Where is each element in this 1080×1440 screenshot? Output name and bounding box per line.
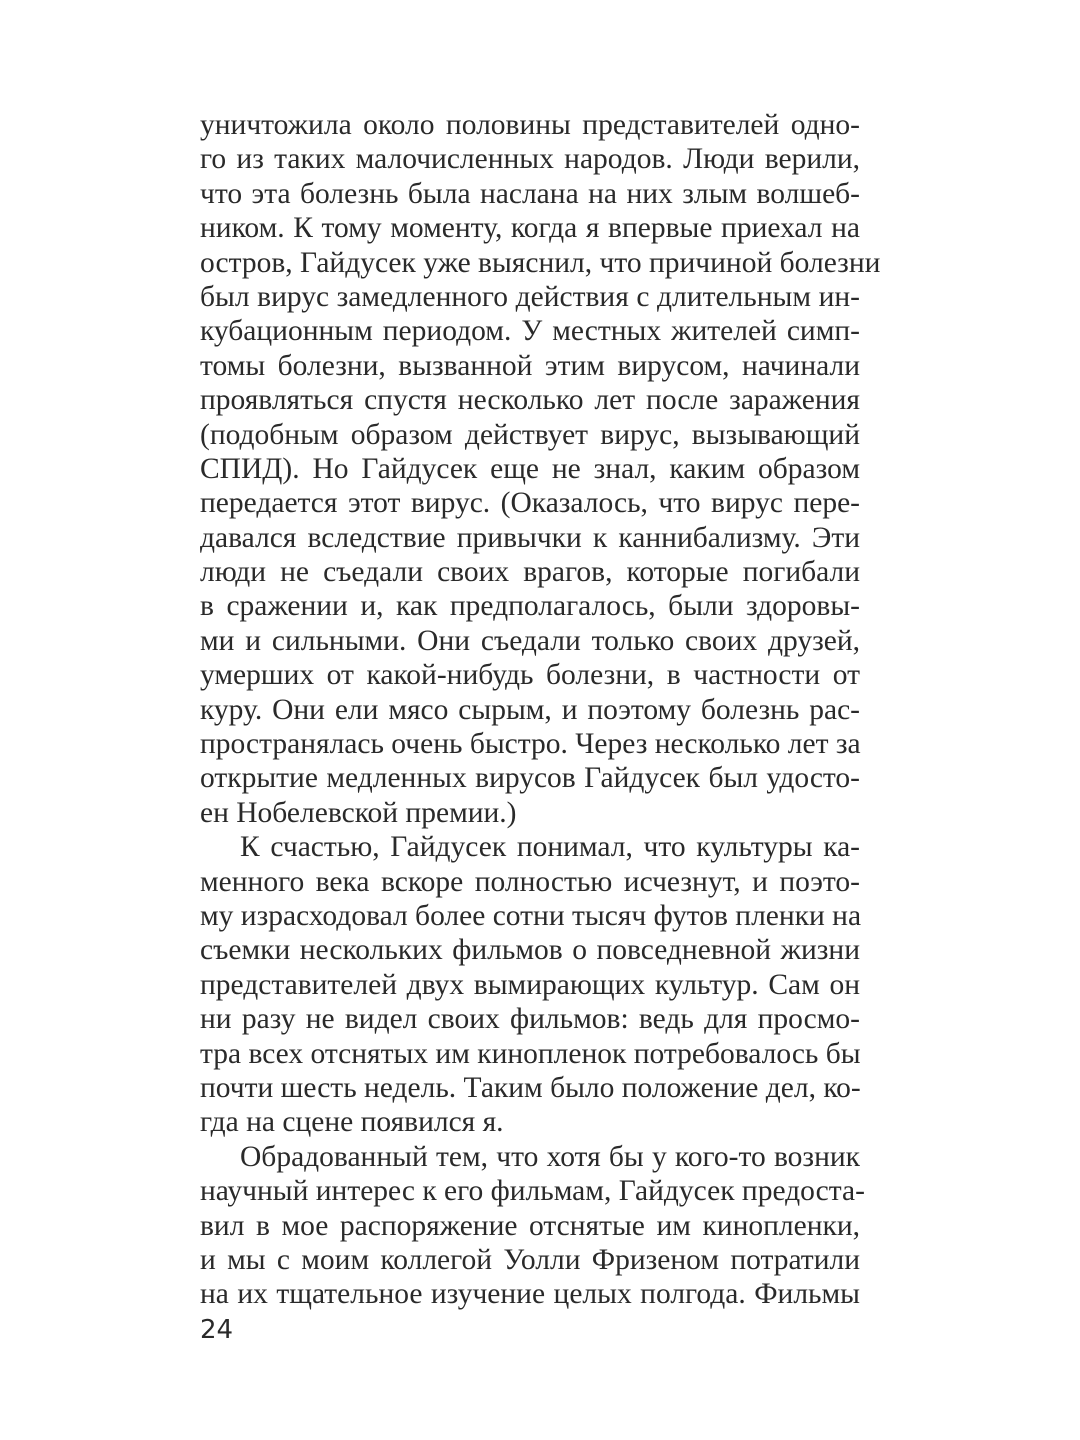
text-line: представителей двух вымирающих культур. Сам он — [200, 968, 860, 1001]
text-line: открытие медленных вирусов Гайдусек был удосто- — [200, 762, 860, 795]
text-line: ником. К тому моменту, когда я впервые приехал на — [200, 212, 860, 245]
text-line: проявляться спустя несколько лет после заражения — [200, 384, 860, 417]
text-line: люди не съедали своих врагов, которые погибали — [200, 556, 860, 589]
text-line: тра всех отснятых им кинопленок потребовалось бы — [200, 1037, 861, 1070]
text-line: был вирус замедленного действия с длительным ин- — [200, 280, 860, 313]
text-line: куру. Они ели мясо сырым, и поэтому болезнь рас- — [200, 693, 860, 726]
text-line: ен Нобелевской премии.) — [200, 796, 517, 829]
text-line: передается этот вирус. (Оказалось, что вирус пере- — [200, 487, 860, 520]
text-line: го из таких малочисленных народов. Люди верили, — [200, 143, 860, 176]
body-text — [200, 108, 881, 1312]
text-line: почти шесть недель. Таким было положение дел, ко- — [200, 1071, 861, 1104]
text-line: вил в мое распоряжение отснятые им кинопленки, — [200, 1209, 860, 1242]
paragraph-start-line: К счастью, Гайдусек понимал, что культуры ка- — [240, 831, 860, 864]
text-line: (подобным образом действует вирус, вызывающий — [200, 418, 860, 451]
text-line: гда на сцене появился я. — [200, 1106, 504, 1139]
paragraph-start-line: Обрадованный тем, что хотя бы у кого-то возник — [240, 1140, 860, 1173]
text-line: ми и сильными. Они съедали только своих друзей, — [200, 624, 860, 657]
text-line: давался вследствие привычки к каннибализму. Эти — [200, 521, 860, 554]
text-line: СПИД). Но Гайдусек еще не знал, каким образом — [200, 452, 860, 485]
text-line: ни разу не видел своих фильмов: ведь для просмо- — [200, 1003, 860, 1036]
text-line: менного века вскоре полностью исчезнут, и поэто- — [200, 865, 860, 898]
text-line: умерших от какой-нибудь болезни, в частности от — [200, 659, 860, 692]
text-line: остров, Гайдусек уже выяснил, что причиной болезни — [200, 246, 881, 279]
text-line: что эта болезнь была наслана на них злым волшеб- — [200, 177, 860, 210]
text-line: съемки нескольких фильмов о повседневной жизни — [200, 934, 860, 967]
text-line: в сражении и, как предполагалось, были здоровы- — [200, 590, 860, 623]
text-line: и мы с моим коллегой Уолли Фризеном потратили — [200, 1243, 860, 1276]
text-line: томы болезни, вызванной этим вирусом, начинали — [200, 349, 860, 382]
text-line: на их тщательное изучение целых полгода. Фильмы — [200, 1278, 860, 1311]
text-line: уничтожила около половины представителей одно- — [200, 109, 860, 141]
text-line: пространялась очень быстро. Через несколько лет за — [200, 728, 861, 761]
text-line: научный интерес к его фильмам, Гайдусек предоста- — [200, 1175, 865, 1208]
page-number: 24 — [200, 1315, 234, 1345]
text-line: кубационным периодом. У местных жителей симп- — [200, 315, 860, 348]
text-line: му израсходовал более сотни тысяч футов пленки на — [200, 899, 862, 932]
